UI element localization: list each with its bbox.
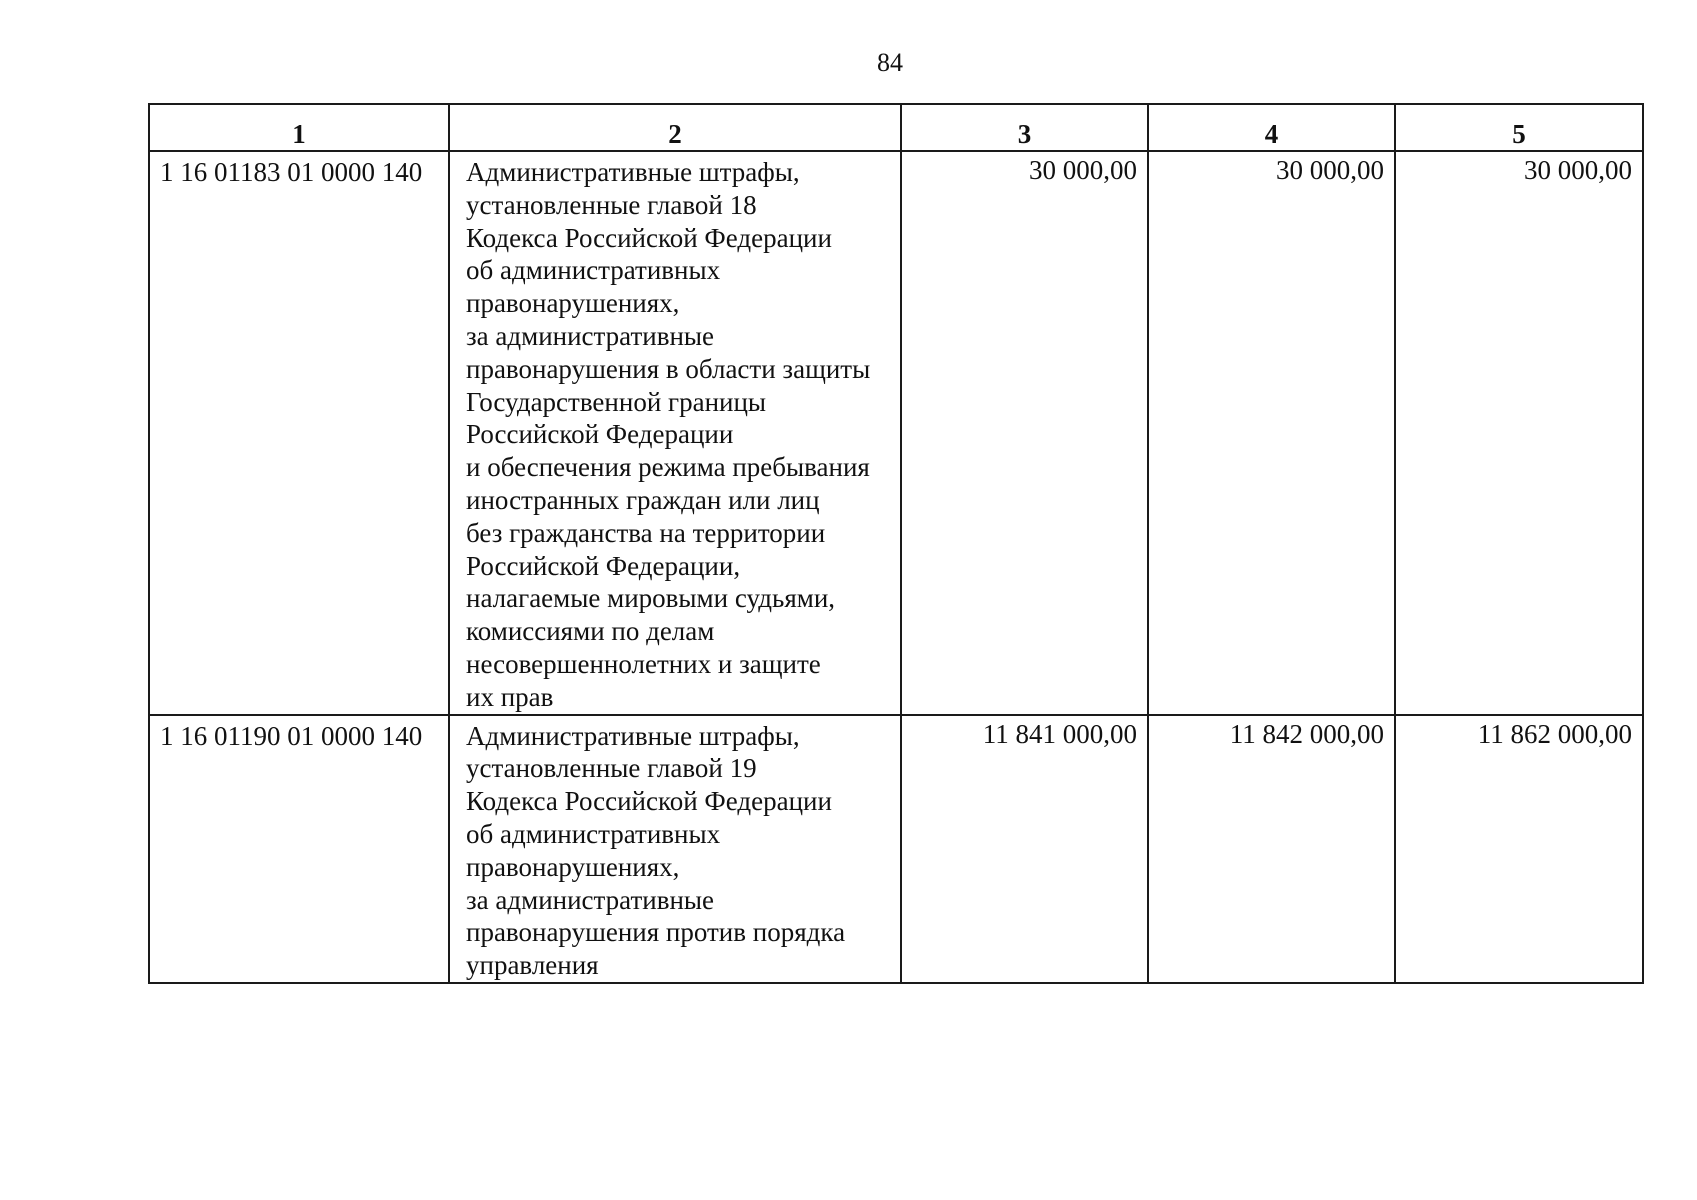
revenue-name-line: установленные главой 18 [466, 189, 757, 220]
amount-cell-col3: 11 841 000,00 [901, 715, 1148, 983]
revenue-name-cell [449, 715, 901, 983]
table-row [149, 715, 1643, 983]
revenue-name-line: налагаемые мировыми судьями, [466, 583, 836, 614]
revenue-name-line: об административных [466, 255, 721, 286]
column-header-3: 3 [901, 104, 1148, 151]
revenue-code-cell: 1 16 01190 01 0000 140 [149, 715, 449, 983]
revenue-name-line: за административные [466, 884, 715, 915]
revenue-name-line: установленные главой 19 [466, 753, 757, 784]
amount-cell-col4: 30 000,00 [1148, 151, 1395, 715]
revenue-name-line: несовершеннолетних и защите [466, 648, 821, 679]
revenue-name-line: без гражданства на территории [466, 517, 826, 548]
revenue-name-line: иностранных граждан или лиц [466, 484, 820, 515]
revenue-name-line: их прав [466, 681, 554, 712]
amount-cell-col4: 11 842 000,00 [1148, 715, 1395, 983]
revenue-name-line: правонарушениях, [466, 851, 680, 882]
revenue-name-line: Российской Федерации [466, 419, 734, 450]
revenue-name-line: и обеспечения режима пребывания [466, 452, 870, 483]
revenue-name-line: Кодекса Российской Федерации [466, 786, 832, 817]
page-number: 84 [877, 48, 903, 77]
budget-table [148, 103, 1644, 984]
revenue-name-line: комиссиями по делам [466, 616, 715, 647]
revenue-name-line: Российской Федерации, [466, 550, 741, 581]
revenue-name-line: управления [466, 950, 599, 981]
column-header-5: 5 [1395, 104, 1643, 151]
amount-cell-col5: 11 862 000,00 [1395, 715, 1643, 983]
revenue-name-line: об административных [466, 818, 721, 849]
revenue-name-line: правонарушениях, [466, 288, 680, 319]
revenue-name-line: Государственной границы [466, 386, 767, 417]
table-header-row [149, 104, 1643, 151]
column-header-1: 1 [149, 104, 449, 151]
revenue-name-line: за административные [466, 320, 715, 351]
revenue-name-line: Административные штрафы, [466, 720, 800, 751]
revenue-name-line: Административные штрафы, [466, 157, 800, 187]
column-header-2: 2 [449, 104, 901, 151]
column-header-4: 4 [1148, 104, 1395, 151]
amount-cell-col5: 30 000,00 [1395, 151, 1643, 715]
revenue-name-line: правонарушения против порядка [466, 917, 846, 948]
amount-cell-col3: 30 000,00 [901, 151, 1148, 715]
revenue-name-cell [449, 151, 901, 715]
revenue-name-line: правонарушения в области защиты [466, 353, 871, 384]
table-row [149, 151, 1643, 715]
revenue-code-cell: 1 16 01183 01 0000 140 [149, 151, 449, 715]
revenue-name-line: Кодекса Российской Федерации [466, 222, 832, 253]
